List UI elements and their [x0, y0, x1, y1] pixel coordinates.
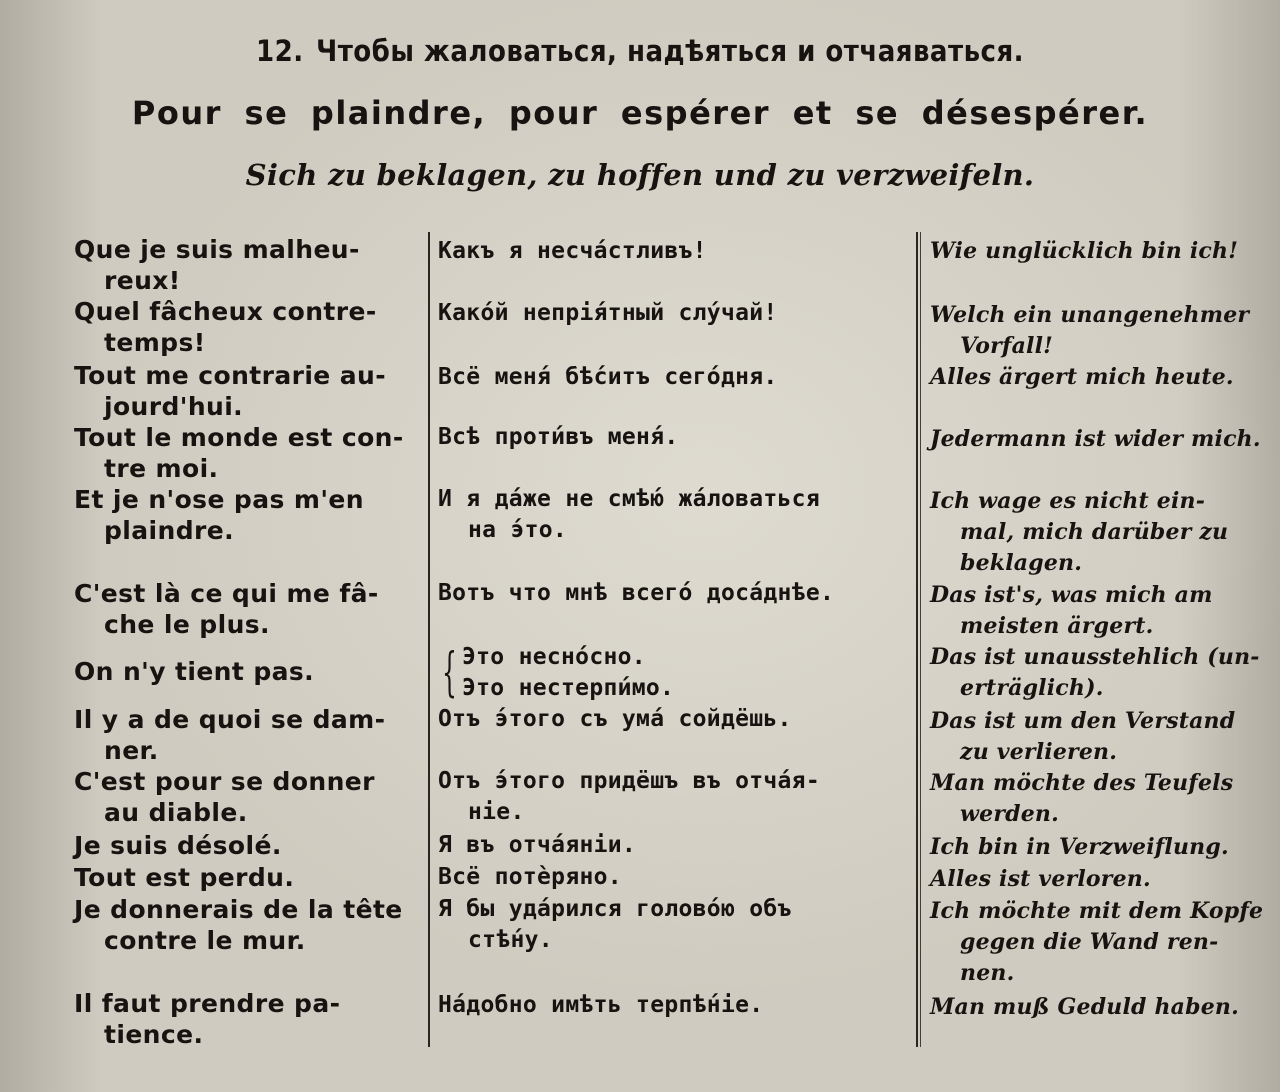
phrase-russian: Какъ я несча́стливъ!	[438, 238, 707, 264]
phrase-french: On n'y tient pas.	[74, 657, 315, 686]
phrase-russian: И я да́же не смѣ́ю жа́ловаться на э́то.	[438, 486, 820, 543]
phrase-russian: Вотъ что мнѣ всего́ доса́днѣе.	[438, 580, 835, 606]
phrase-french: Et je n'ose pas m'en plaindre.	[74, 485, 364, 545]
phrase-russian: На́добно имѣть терпѣ́ніе.	[438, 992, 764, 1018]
phrase-russian: Всѣ проти́въ меня́.	[438, 424, 679, 450]
section-title-german: Sich zu beklagen, zu hoffen und zu verzweifeln.	[245, 158, 1035, 192]
brace-bracket: {	[442, 643, 457, 703]
phrase-russian: Всё меня́ бѣ́ситъ сего́дня.	[438, 364, 778, 390]
phrase-french: Je donnerais de la tête contre le mur.	[74, 895, 403, 955]
phrase-russian: Отъ э́того съ ума́ сойдёшь.	[438, 706, 792, 732]
section-number: 12.	[255, 34, 304, 68]
column-divider-left	[428, 232, 430, 1047]
phrase-russian: Я бы уда́рился голово́ю объ стѣ́ну.	[438, 896, 792, 953]
phrase-german: Jedermann ist wider mich.	[930, 426, 1261, 452]
phrase-french: Il faut prendre pa- tience.	[74, 989, 341, 1049]
phrase-german: Wie unglücklich bin ich!	[930, 238, 1239, 264]
phrase-german: Man möchte des Teufels werden.	[930, 770, 1234, 827]
phrase-german: Alles ist verloren.	[930, 866, 1151, 892]
phrase-german: Ich bin in Verzweiflung.	[930, 834, 1229, 860]
section-title-russian-text: Чтобы жаловаться, надѣяться и отчаяваться.	[316, 34, 1025, 68]
phrase-german: Das ist's, was mich am meisten ärgert.	[930, 582, 1213, 639]
phrase-french: Quel fâcheux contre- temps!	[74, 297, 377, 357]
phrase-french: C'est pour se donner au diable.	[74, 767, 375, 827]
phrase-french: Tout est perdu.	[74, 863, 295, 892]
section-title-russian	[64, 34, 1216, 68]
phrase-russian: Всё потѐряно.	[438, 864, 622, 890]
phrase-german: Man muß Geduld haben.	[930, 994, 1239, 1020]
section-title-french: Pour se plaindre, pour espérer et se désespérer.	[131, 94, 1149, 132]
phrase-german: Alles ärgert mich heute.	[930, 364, 1234, 390]
phrase-french: Je suis désolé.	[74, 831, 282, 860]
phrase-french: Que je suis malheu- reux!	[74, 235, 360, 295]
column-divider-right	[916, 232, 918, 1047]
phrase-french: C'est là ce qui me fâ- che le plus.	[74, 579, 379, 639]
phrase-german: Ich wage es nicht ein- mal, mich darüber zu beklagen.	[930, 488, 1229, 576]
phrase-german: Ich möchte mit dem Kopfe gegen die Wand ren- nen.	[930, 898, 1264, 986]
phrase-russian: Отъ э́того придёшъ въ отча́я- ніе.	[438, 768, 820, 825]
phrase-french: Tout le monde est con- tre moi.	[74, 423, 404, 483]
phrase-russian: Я въ отча́яніи.	[438, 832, 637, 858]
phrase-french: Tout me contrarie au- jourd'hui.	[74, 361, 387, 421]
phrase-russian: Это несно́сно. Это нестерпи́мо.	[462, 644, 675, 701]
phrase-german: Das ist unausstehlich (un- erträglich).	[930, 644, 1260, 701]
phrase-german: Welch ein unangenehmer Vorfall!	[930, 302, 1250, 359]
phrase-russian: Како́й непрія́тный слу́чай!	[438, 300, 778, 326]
phrase-french: Il y a de quoi se dam- ner.	[74, 705, 386, 765]
phrase-german: Das ist um den Verstand zu verlieren.	[930, 708, 1236, 765]
